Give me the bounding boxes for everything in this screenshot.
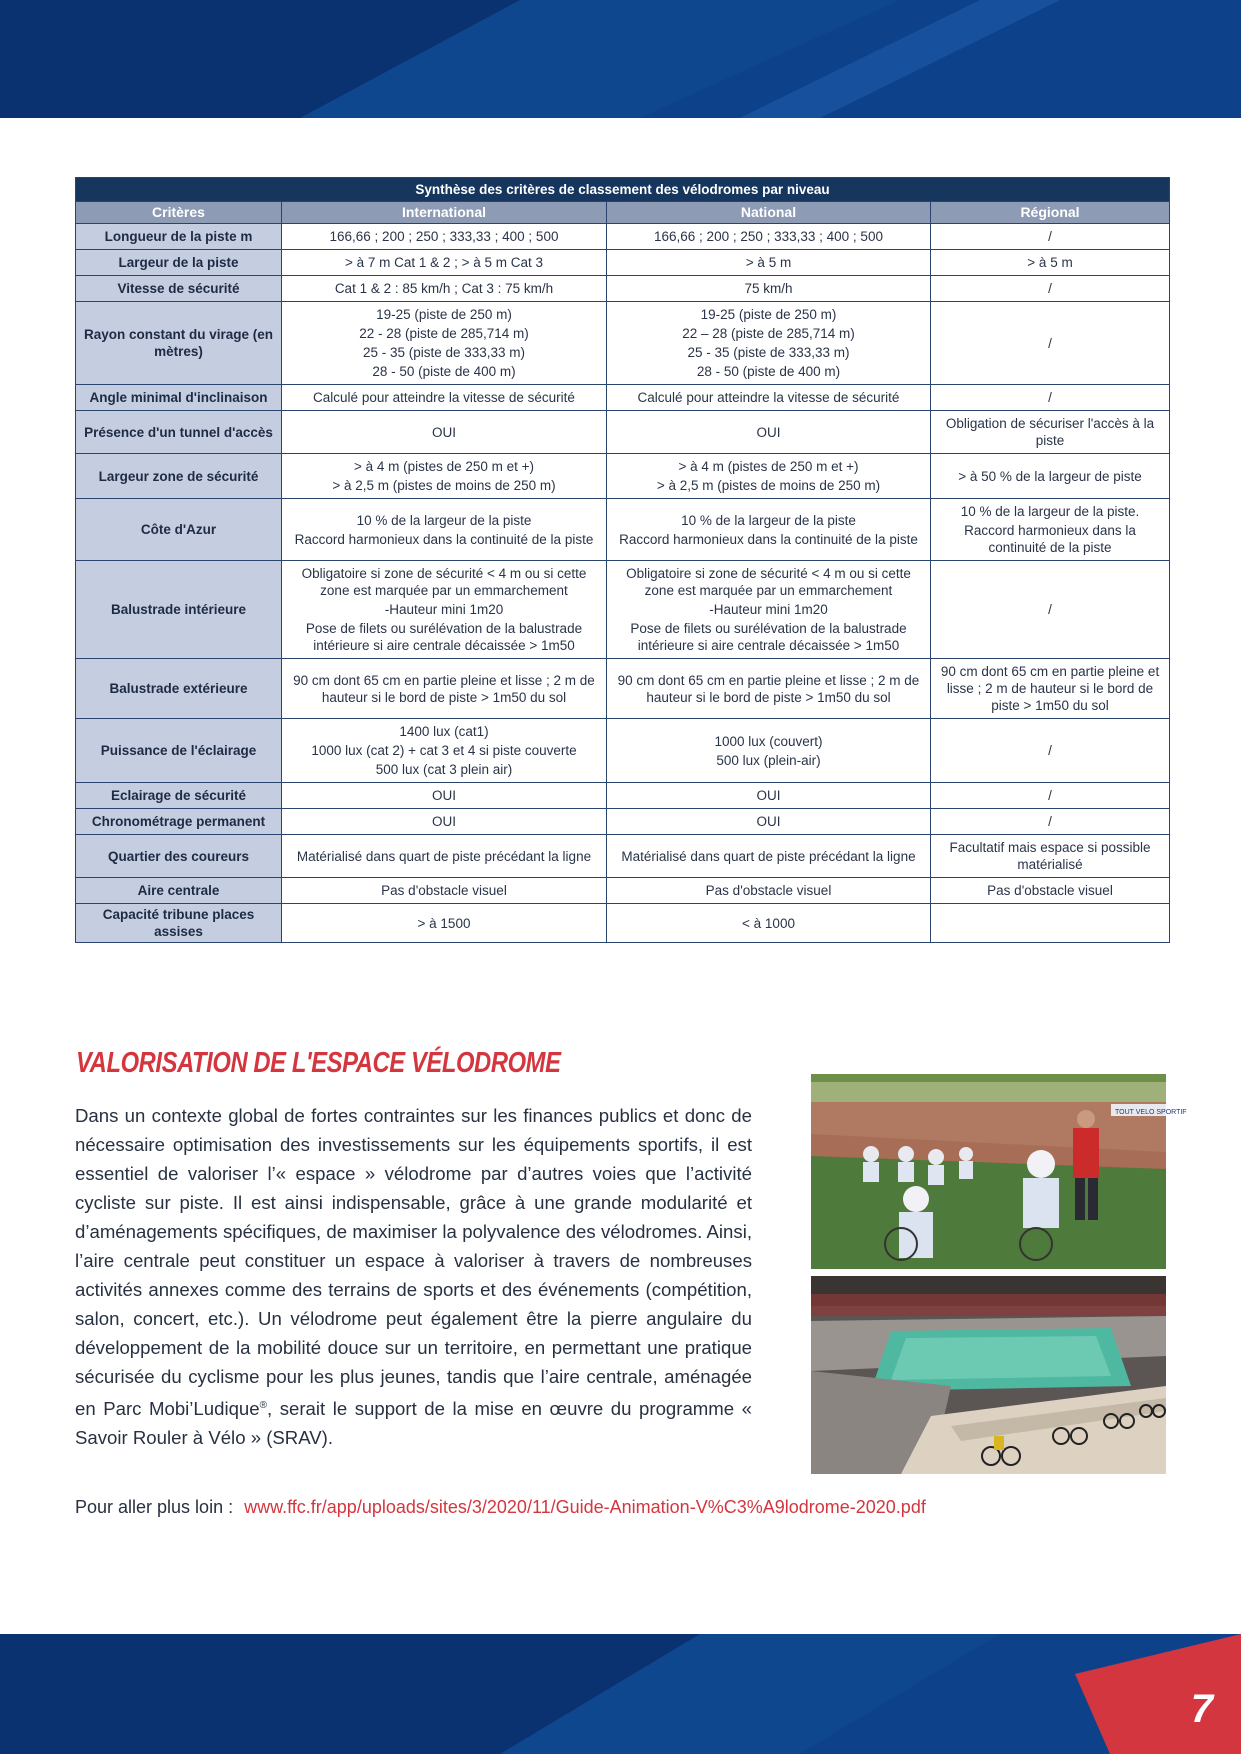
cell-line: 25 - 35 (piste de 333,33 m)	[362, 345, 526, 360]
body-paragraph	[75, 1101, 752, 1452]
cell-line: 166,66 ; 200 ; 250 ; 333,33 ; 400 ; 500	[329, 229, 559, 244]
regional-cell	[931, 276, 1170, 302]
column-header: National	[607, 202, 931, 224]
footer-band	[0, 1634, 1241, 1754]
criterion-cell: Présence d'un tunnel d'accès	[76, 411, 282, 454]
cell-line: 90 cm dont 65 cm en partie pleine et lisse ; 2 m de hauteur si le bord de piste > 1m50 du sol	[940, 664, 1160, 713]
regional-cell	[931, 809, 1170, 835]
cell-line: /	[1048, 390, 1052, 405]
cell-line: Calculé pour atteindre la vitesse de sécurité	[313, 390, 575, 405]
cell-line: Pas d'obstacle visuel	[987, 883, 1113, 898]
photo-velodrome-illustration	[811, 1276, 1166, 1474]
cell-line: /	[1048, 602, 1052, 617]
cell-line: 166,66 ; 200 ; 250 ; 333,33 ; 400 ; 500	[654, 229, 883, 244]
national-cell	[607, 809, 931, 835]
cell-line: 19-25 (piste de 250 m)	[376, 307, 512, 322]
cell-line: Cat 1 & 2 : 85 km/h ; Cat 3 : 75 km/h	[334, 281, 554, 296]
national-cell	[607, 454, 931, 499]
criterion-cell: Aire centrale	[76, 878, 282, 904]
national-cell	[607, 302, 931, 385]
guide-link[interactable]: www.ffc.fr/app/uploads/sites/3/2020/11/Guide-Animation-V%C3%A9lodrome-2020.pdf	[244, 1497, 926, 1517]
international-cell	[282, 561, 607, 659]
regional-cell	[931, 878, 1170, 904]
further-label: Pour aller plus loin :	[75, 1497, 234, 1517]
international-cell	[282, 835, 607, 878]
further-reading	[75, 1497, 926, 1518]
international-cell	[282, 499, 607, 561]
criterion-cell: Largeur de la piste	[76, 250, 282, 276]
cell-line: 25 - 35 (piste de 333,33 m)	[687, 345, 850, 360]
national-cell	[607, 878, 931, 904]
section-title: VALORISATION DE L'ESPACE VÉLODROME	[76, 1047, 561, 1079]
table-title: Synthèse des critères de classement des vélodromes par niveau	[76, 178, 1170, 202]
table-row	[76, 878, 1170, 904]
header-band	[0, 0, 1241, 118]
criterion-cell: Côte d'Azur	[76, 499, 282, 561]
international-cell	[282, 904, 607, 943]
international-cell	[282, 719, 607, 783]
cell-line: OUI	[431, 788, 456, 803]
table-row	[76, 809, 1170, 835]
regional-cell	[931, 302, 1170, 385]
table-row	[76, 224, 1170, 250]
cell-line: > à 5 m	[1027, 255, 1073, 270]
cell-line: Pose de filets ou surélévation de la balustrade intérieure si aire centrale décaissée > 1m50	[630, 621, 907, 653]
table-row	[76, 411, 1170, 454]
table-row	[76, 385, 1170, 411]
column-header: Régional	[931, 202, 1170, 224]
cell-line: 1400 lux (cat1)	[399, 724, 489, 739]
cell-line: 500 lux (cat 3 plein air)	[375, 762, 513, 777]
cell-line: OUI	[431, 424, 456, 440]
cell-line: OUI	[756, 814, 781, 829]
cell-line: /	[1048, 335, 1052, 351]
regional-cell	[931, 783, 1170, 809]
cell-line: OUI	[756, 424, 781, 440]
cell-line: > à 1500	[417, 915, 471, 931]
cell-line: 10 % de la largeur de la piste	[681, 512, 856, 528]
table-row	[76, 719, 1170, 783]
criterion-cell: Puissance de l'éclairage	[76, 719, 282, 783]
regional-cell	[931, 224, 1170, 250]
cell-line: /	[1048, 814, 1052, 829]
criterion-cell: Balustrade extérieure	[76, 659, 282, 719]
cell-line: Raccord harmonieux dans la continuité de la piste	[294, 531, 594, 547]
cell-line: Matérialisé dans quart de piste précédant la ligne	[621, 848, 916, 864]
cell-line: < à 1000	[742, 915, 795, 931]
cell-line: > à 4 m (pistes de 250 m et +)	[353, 459, 535, 474]
table-row	[76, 499, 1170, 561]
cell-line: Obligatoire si zone de sécurité < 4 m ou si cette zone est marquée par un emmarchement	[301, 566, 587, 598]
national-cell	[607, 499, 931, 561]
paragraph-text-end: , serait le support de la mise en œuvre du programme « Savoir Rouler à Vélo » (SRAV).	[75, 1398, 752, 1449]
photo-velodrome-interior	[811, 1276, 1166, 1474]
regional-cell	[931, 659, 1170, 719]
cell-line: > à 4 m (pistes de 250 m et +)	[678, 459, 859, 474]
table-row	[76, 454, 1170, 499]
cell-line: > à 5 m	[745, 255, 792, 270]
regional-cell	[931, 454, 1170, 499]
cell-line: Facultatif mais espace si possible matérialisé	[949, 840, 1151, 872]
international-cell	[282, 250, 607, 276]
cell-line: /	[1048, 788, 1052, 803]
photo-kids-cycling	[811, 1074, 1187, 1269]
criterion-cell: Vitesse de sécurité	[76, 276, 282, 302]
national-cell	[607, 224, 931, 250]
cell-line: /	[1048, 229, 1052, 244]
national-cell	[607, 659, 931, 719]
cell-line: 90 cm dont 65 cm en partie pleine et lisse ; 2 m de hauteur si le bord de piste > 1m50 du sol	[293, 672, 595, 705]
cell-line: Obligatoire si zone de sécurité < 4 m ou si cette zone est marquée par un emmarchement	[626, 566, 911, 598]
cell-line: /	[1048, 743, 1052, 758]
cell-line: /	[1048, 281, 1052, 296]
table-row	[76, 302, 1170, 385]
cell-line: 22 – 28 (piste de 285,714 m)	[682, 326, 855, 341]
regional-cell	[931, 719, 1170, 783]
cell-line: 10 % de la largeur de la piste	[356, 512, 532, 528]
photo-kids-cycling-illustration	[811, 1074, 1187, 1269]
criterion-cell: Quartier des coureurs	[76, 835, 282, 878]
national-cell	[607, 385, 931, 411]
registered-mark: ®	[259, 1400, 267, 1411]
page-number: 7	[1190, 1687, 1213, 1731]
international-cell	[282, 276, 607, 302]
criterion-cell: Rayon constant du virage (en mètres)	[76, 302, 282, 385]
criterion-cell: Longueur de la piste m	[76, 224, 282, 250]
table-header-row	[76, 202, 1170, 224]
cell-line: Pas d'obstacle visuel	[705, 883, 832, 898]
international-cell	[282, 224, 607, 250]
cell-line: 10 % de la largeur de la piste.	[960, 504, 1140, 519]
national-cell	[607, 719, 931, 783]
banner-text: TOUT VELO SPORTIF	[1115, 1109, 1187, 1116]
criteria-table	[75, 177, 1170, 943]
cell-line: 1000 lux (cat 2) + cat 3 et 4 si piste couverte	[311, 743, 577, 758]
paragraph-text: Dans un contexte global de fortes contraintes sur les finances publics et donc de nécessaire optimisation des investissements sur les équipements sportifs, il est essentiel de valoriser l’« espace » vélodrome par d’autres voies que l’activité cycliste sur piste. Il est ainsi indispensable, grâce à une grande modularité et d’aménagements spécifiques, de maximiser la polyvalence des vélodromes. Ainsi, l’aire centrale peut constituer un espace à valoriser à travers de nombreuses activités annexes comme des terrains de sports et des événements (compétition, salon, concert, etc.). Un vélodrome peut également être la pierre angulaire du développement de la mobilité douce sur un territoire, en permettant une pratique sécurisée du cyclisme pour les plus jeunes, tandis que l’aire centrale, aménagée en Parc Mobi’Ludique	[75, 1105, 752, 1420]
cell-line: -Hauteur mini 1m20	[384, 602, 504, 617]
national-cell	[607, 411, 931, 454]
criterion-cell: Balustrade intérieure	[76, 561, 282, 659]
column-header: International	[282, 202, 607, 224]
international-cell	[282, 302, 607, 385]
regional-cell	[931, 385, 1170, 411]
table-row	[76, 659, 1170, 719]
cell-line: -Hauteur mini 1m20	[709, 602, 828, 617]
table-row	[76, 250, 1170, 276]
cell-line: 19-25 (piste de 250 m)	[700, 307, 837, 322]
table-row	[76, 904, 1170, 943]
national-cell	[607, 250, 931, 276]
table-body	[76, 224, 1170, 943]
cell-line: > à 7 m Cat 1 & 2 ; > à 5 m Cat 3	[344, 255, 544, 270]
cell-line: > à 50 % de la largeur de piste	[958, 468, 1142, 484]
cell-line: 28 - 50 (piste de 400 m)	[372, 364, 516, 379]
national-cell	[607, 783, 931, 809]
cell-line: Obligation de sécuriser l'accès à la piste	[945, 416, 1155, 448]
table-row	[76, 276, 1170, 302]
table-row	[76, 783, 1170, 809]
international-cell	[282, 809, 607, 835]
cell-line: 90 cm dont 65 cm en partie pleine et lisse ; 2 m de hauteur si le bord de piste > 1m50 du sol	[617, 672, 920, 705]
regional-cell	[931, 411, 1170, 454]
international-cell	[282, 385, 607, 411]
criterion-cell: Angle minimal d'inclinaison	[76, 385, 282, 411]
table-row	[76, 561, 1170, 659]
cell-line: 28 - 50 (piste de 400 m)	[696, 364, 841, 379]
criterion-cell: Largeur zone de sécurité	[76, 454, 282, 499]
cell-line: 22 - 28 (piste de 285,714 m)	[359, 326, 529, 341]
national-cell	[607, 276, 931, 302]
cell-line: Pose de filets ou surélévation de la balustrade intérieure si aire centrale décaissée > 1m50	[305, 621, 583, 653]
header-stripes	[0, 0, 1241, 118]
column-header: Critères	[76, 202, 282, 224]
international-cell	[282, 454, 607, 499]
cell-line: OUI	[756, 788, 781, 803]
international-cell	[282, 783, 607, 809]
regional-cell	[931, 835, 1170, 878]
national-cell	[607, 835, 931, 878]
international-cell	[282, 659, 607, 719]
criterion-cell: Eclairage de sécurité	[76, 783, 282, 809]
international-cell	[282, 878, 607, 904]
cell-line: Calculé pour atteindre la vitesse de sécurité	[637, 390, 900, 405]
cell-line: 500 lux (plein-air)	[716, 752, 821, 768]
cell-line: Raccord harmonieux dans la continuité de la piste	[964, 523, 1136, 555]
cell-line: 75 km/h	[744, 281, 793, 296]
regional-cell	[931, 250, 1170, 276]
cell-line: 1000 lux (couvert)	[714, 733, 823, 749]
national-cell	[607, 904, 931, 943]
regional-cell	[931, 561, 1170, 659]
cell-line: Pas d'obstacle visuel	[381, 883, 507, 898]
cell-line: Raccord harmonieux dans la continuité de la piste	[619, 531, 918, 547]
cell-line: > à 2,5 m (pistes de moins de 250 m)	[656, 478, 881, 493]
footer-stripes	[0, 1634, 1241, 1754]
table-row	[76, 835, 1170, 878]
cell-line: OUI	[431, 814, 456, 829]
criterion-cell: Chronométrage permanent	[76, 809, 282, 835]
regional-cell	[931, 499, 1170, 561]
national-cell	[607, 561, 931, 659]
international-cell	[282, 411, 607, 454]
criterion-cell: Capacité tribune places assises	[76, 904, 282, 943]
cell-line: Matérialisé dans quart de piste précédant la ligne	[296, 848, 592, 864]
regional-cell	[931, 904, 1170, 943]
cell-line: > à 2,5 m (pistes de moins de 250 m)	[332, 478, 556, 493]
